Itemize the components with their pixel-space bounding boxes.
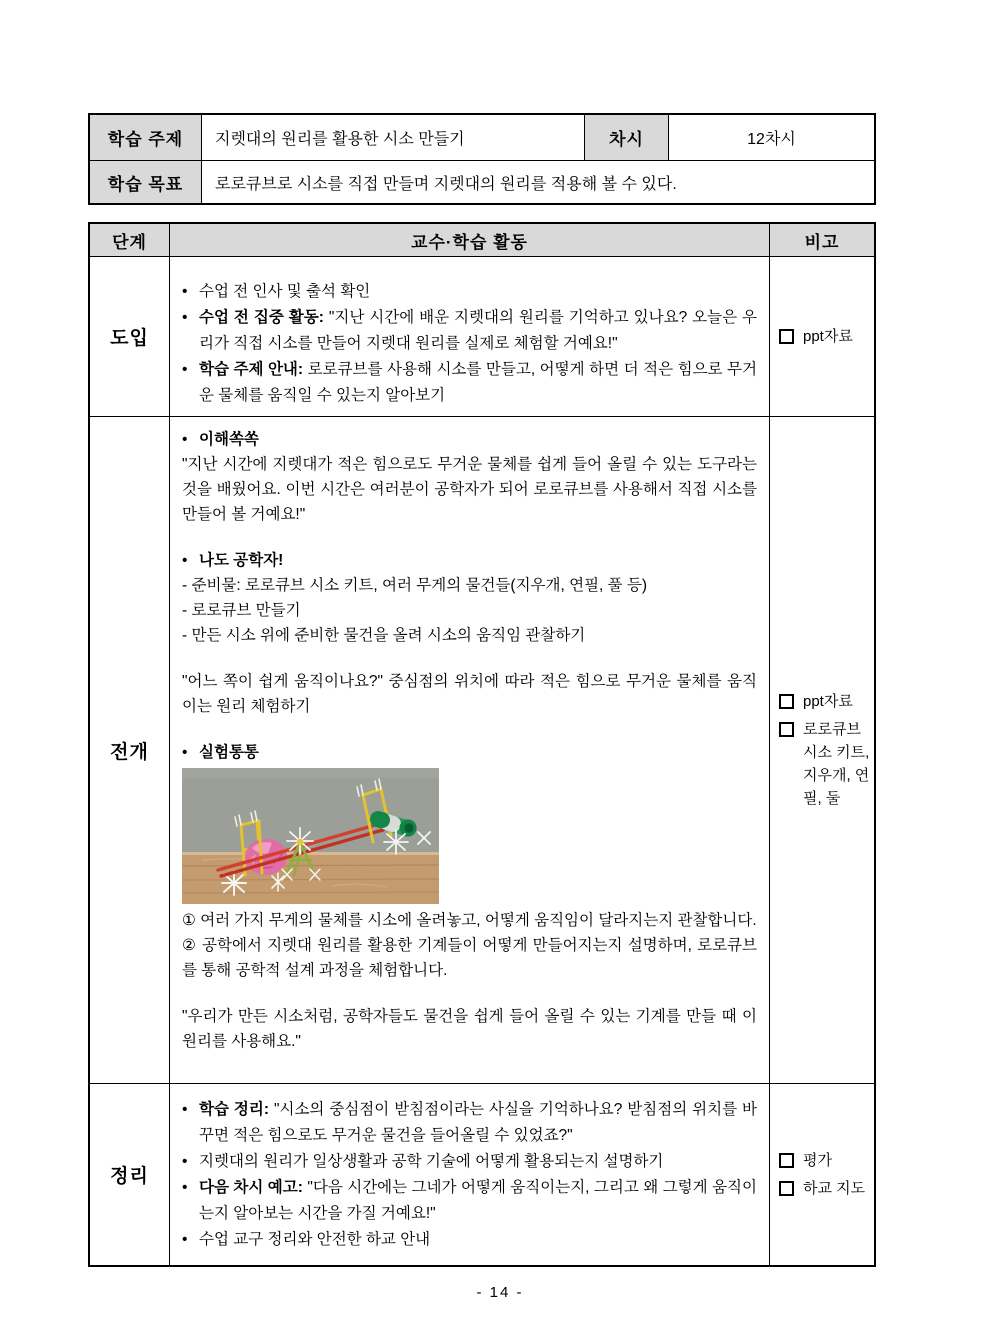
step-item: ① 여러 가지 무게의 물체를 시소에 올려놓고, 어떻게 움직임이 달라지는지 관찰합니다. (182, 912, 757, 929)
session-label: 차시 (585, 115, 669, 161)
note-cell-intro (770, 257, 874, 417)
page-number: - 14 - (476, 1284, 524, 1301)
activity-cell-develop (170, 417, 770, 1084)
subject-label: 학습 주제 (90, 115, 202, 161)
col-header-note: 비고 (770, 224, 874, 257)
section-title: 나도 공학자! (199, 552, 284, 569)
dash-item: - 준비물: 로로큐브 시소 키트, 여러 무게의 물건들(지우개, 연필, 풀 등) (182, 577, 648, 594)
bullet-text: 다음 차시 예고: "다음 시간에는 그네가 어떻게 움직이는지, 그리고 왜 그렇게 움직이는지 알아보는 시간을 가질 거예요!" (199, 1179, 757, 1222)
bullet-text: 수업 전 인사 및 출석 확인 (199, 283, 371, 300)
lesson-table (88, 222, 876, 1267)
note-label: 하교 지도 (803, 1180, 866, 1197)
checkbox-icon (779, 722, 794, 737)
bullet-text: 수업 교구 정리와 안전한 하교 안내 (199, 1231, 431, 1248)
bullet-item (182, 279, 757, 305)
note-item (779, 718, 870, 810)
bullet-text: 수업 전 집중 활동: "지난 시간에 배운 지렛대의 원리를 기억하고 있나요? 오늘은 우리가 직접 시소를 만들어 지렛대 원리를 실제로 체험할 거예요!" (199, 309, 758, 352)
checkbox-icon (779, 1153, 794, 1168)
photo-frame (182, 768, 757, 904)
bullet-item (182, 1175, 757, 1227)
col-header-stage: 단계 (90, 224, 170, 257)
seesaw-photo (182, 768, 439, 904)
bullet-icon: • (182, 744, 188, 761)
note-label: 로로큐브 시소 키트, 지우개, 연필, 둘 (803, 721, 870, 807)
checkbox-icon (779, 329, 794, 344)
bullet-item (182, 305, 757, 357)
section-title: 실험통통 (199, 744, 259, 761)
goal-label: 학습 목표 (90, 161, 202, 203)
bullet-icon: • (182, 309, 188, 326)
bullet-icon: • (182, 1153, 188, 1170)
bullet-icon: • (182, 283, 188, 300)
stage-label-develop: 전개 (90, 417, 170, 1084)
section-title: 이해쏙쏙 (199, 431, 259, 448)
bullet-icon: • (182, 361, 188, 378)
note-label: ppt자료 (803, 328, 853, 345)
note-cell-wrapup (770, 1084, 874, 1265)
dash-item: - 만든 시소 위에 준비한 물건을 올려 시소의 움직임 관찰하기 (182, 627, 586, 644)
checkbox-icon (779, 694, 794, 709)
step-item: ② 공학에서 지렛대 원리를 활용한 기계들이 어떻게 만들어지는지 설명하며, 로로큐브를 통해 공학적 설계 과정을 체험합니다. (182, 937, 757, 979)
dash-item: - 로로큐브 만들기 (182, 602, 301, 619)
note-item (779, 1149, 870, 1172)
bullet-icon: • (182, 1101, 188, 1118)
subject-value: 지렛대의 원리를 활용한 시소 만들기 (202, 115, 585, 161)
bullet-icon: • (182, 1179, 188, 1196)
bullet-text: 지렛대의 원리가 일상생활과 공학 기술에 어떻게 활용되는지 설명하기 (199, 1153, 664, 1170)
paragraph: "우리가 만든 시소처럼, 공학자들도 물건을 쉽게 들어 올릴 수 있는 기계를 만들 때 이 원리를 사용해요." (182, 1008, 757, 1050)
bullet-item (182, 427, 757, 452)
note-item (779, 690, 870, 713)
note-label: 평가 (803, 1152, 832, 1169)
activity-cell-wrapup (170, 1084, 770, 1265)
bullet-item (182, 740, 757, 765)
bullet-text: 학습 주제 안내: 로로큐브를 사용해 시소를 만들고, 어떻게 하면 더 적은 힘으로 무거운 물체를 움직일 수 있는지 알아보기 (199, 361, 757, 404)
bullet-text: 학습 정리: "시소의 중심점이 받침점이라는 사실을 기억하나요? 받침점의 위치를 바꾸면 적은 힘으로도 무거운 물건을 들어올릴 수 있었죠?" (199, 1101, 757, 1144)
bullet-icon: • (182, 431, 188, 448)
stage-label-wrapup: 정리 (90, 1084, 170, 1265)
bullet-item (182, 548, 757, 573)
note-label: ppt자료 (803, 693, 853, 710)
stage-label-intro: 도입 (90, 257, 170, 417)
checkbox-icon (779, 1181, 794, 1196)
paragraph: "어느 쪽이 쉽게 움직이나요?" 중심점의 위치에 따라 적은 힘으로 무거운 물체를 움직이는 원리 체험하기 (182, 673, 757, 715)
bullet-item (182, 1227, 757, 1253)
bullet-icon: • (182, 552, 188, 569)
activity-cell-intro (170, 257, 770, 417)
session-value: 12차시 (669, 115, 874, 161)
goal-value: 로로큐브로 시소를 직접 만들며 지렛대의 원리를 적용해 볼 수 있다. (202, 161, 874, 203)
info-table (88, 113, 876, 205)
paragraph: "지난 시간에 지렛대가 적은 힘으로도 무거운 물체를 쉽게 들어 올릴 수 있는 도구라는 것을 배웠어요. 이번 시간은 여러분이 공학자가 되어 로로큐브를 사용해서 직접 시소를 만들어 볼 거예요!" (182, 456, 757, 523)
col-header-activity: 교수·학습 활동 (170, 224, 770, 257)
bullet-item (182, 1097, 757, 1149)
note-item (779, 1177, 870, 1200)
bullet-icon: • (182, 1231, 188, 1248)
bullet-item (182, 1149, 757, 1175)
note-item (779, 325, 870, 348)
note-cell-develop (770, 417, 874, 1084)
bullet-item (182, 357, 757, 409)
